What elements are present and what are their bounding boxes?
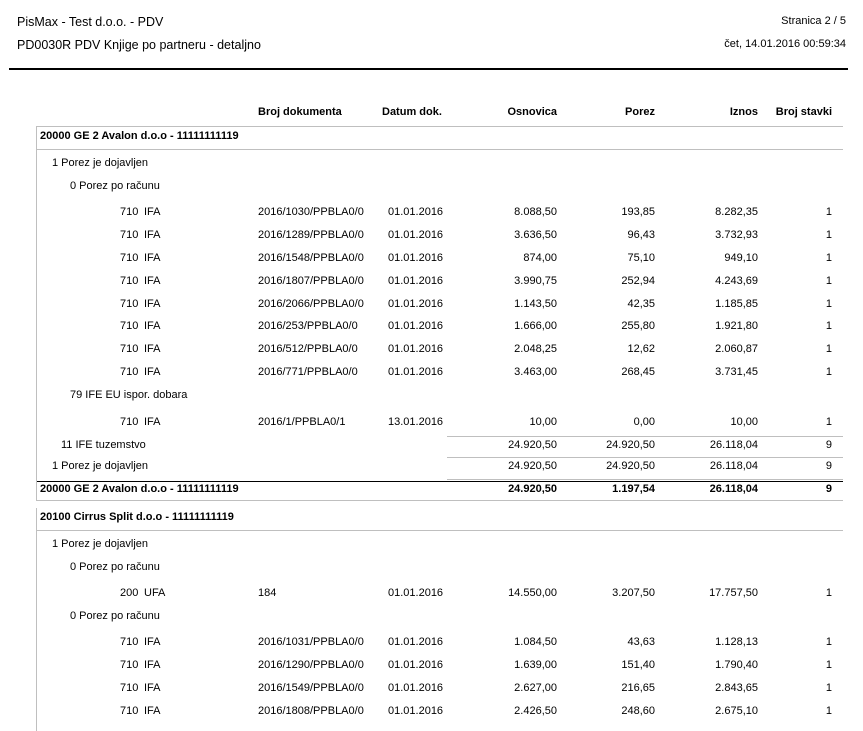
table-row <box>0 659 863 677</box>
base-cell: 14.550,00 <box>508 587 557 599</box>
column-header-base: Osnovica <box>507 106 557 118</box>
document-number: 2016/1030/PPBLA0/0 <box>258 206 364 218</box>
company-name: PisMax - Test d.o.o. - PDV <box>17 15 164 29</box>
group-label: 1 Porez je dojavljen <box>52 538 149 550</box>
base-cell: 1.666,00 <box>514 320 557 332</box>
amount-cell: 1.128,13 <box>715 636 758 648</box>
tax-status-group <box>0 538 863 556</box>
column-header-tax: Porez <box>625 106 655 118</box>
table-row <box>0 416 863 434</box>
base-cell: 3.990,75 <box>514 275 557 287</box>
tax-status-group <box>0 157 863 175</box>
document-code: 710 <box>120 705 139 717</box>
base-cell: 3.636,50 <box>514 229 557 241</box>
base-cell: 1.639,00 <box>514 659 557 671</box>
document-number: 2016/253/PPBLA0/0 <box>258 320 358 332</box>
document-kind: IFA <box>144 206 161 218</box>
subtotal-label: 1 Porez je dojavljen <box>52 460 149 472</box>
partner-total-row <box>0 483 863 501</box>
column-header-date: Datum dok. <box>382 106 442 118</box>
document-kind: IFA <box>144 320 161 332</box>
table-left-border <box>36 508 37 731</box>
partner-heading <box>0 511 863 529</box>
tax-cell: 248,60 <box>621 705 655 717</box>
tax-cell: 255,80 <box>621 320 655 332</box>
document-code: 710 <box>120 659 139 671</box>
document-number: 2016/1549/PPBLA0/0 <box>258 682 364 694</box>
base-cell: 8.088,50 <box>514 206 557 218</box>
tax-cell: 268,45 <box>621 366 655 378</box>
document-date: 01.01.2016 <box>388 659 444 671</box>
document-number: 2016/1808/PPBLA0/0 <box>258 705 364 717</box>
table-left-border <box>36 126 37 500</box>
amount-cell: 2.675,10 <box>715 705 758 717</box>
document-date: 13.01.2016 <box>388 416 444 428</box>
base-cell: 3.463,00 <box>514 366 557 378</box>
subtotal-rule <box>447 436 843 437</box>
document-date: 01.01.2016 <box>388 206 444 218</box>
group-label: 0 Porez po računu <box>70 610 160 622</box>
amount-cell: 1.185,85 <box>715 298 758 310</box>
document-kind: UFA <box>144 587 166 599</box>
count-cell: 1 <box>825 252 832 264</box>
amount-cell: 4.243,69 <box>715 275 758 287</box>
partner-underline <box>36 149 843 150</box>
document-code: 200 <box>120 587 139 599</box>
group-label: 79 IFE EU ispor. dobara <box>70 389 188 401</box>
amount-cell: 8.282,35 <box>715 206 758 218</box>
amount-cell: 26.118,04 <box>709 483 758 495</box>
amount-cell: 3.731,45 <box>715 366 758 378</box>
document-code: 710 <box>120 636 139 648</box>
tax-cell: 12,62 <box>627 343 655 355</box>
tax-cell: 1.197,54 <box>612 483 655 495</box>
base-cell: 24.920,50 <box>508 460 557 472</box>
document-date: 01.01.2016 <box>388 636 444 648</box>
document-code: 710 <box>120 682 139 694</box>
count-cell: 1 <box>825 705 832 717</box>
document-code: 710 <box>120 229 139 241</box>
count-cell: 1 <box>825 366 832 378</box>
count-cell: 1 <box>825 229 832 241</box>
count-cell: 1 <box>825 320 832 332</box>
header-divider <box>9 68 848 70</box>
document-date: 01.01.2016 <box>388 366 444 378</box>
document-date: 01.01.2016 <box>388 252 444 264</box>
document-date: 01.01.2016 <box>388 343 444 355</box>
table-row <box>0 587 863 605</box>
base-cell: 874,00 <box>523 252 557 264</box>
tax-cell: 43,63 <box>627 636 655 648</box>
base-cell: 1.143,50 <box>514 298 557 310</box>
column-header-count: Broj stavki <box>775 106 832 118</box>
document-code: 710 <box>120 206 139 218</box>
document-date: 01.01.2016 <box>388 587 444 599</box>
tax-cell: 24.920,50 <box>606 439 655 451</box>
document-date: 01.01.2016 <box>388 320 444 332</box>
count-cell: 1 <box>825 636 832 648</box>
tax-cell: 252,94 <box>621 275 655 287</box>
table-row <box>0 636 863 654</box>
count-cell: 9 <box>825 483 832 495</box>
amount-cell: 26.118,04 <box>709 439 758 451</box>
document-number: 2016/1289/PPBLA0/0 <box>258 229 364 241</box>
document-kind: IFA <box>144 229 161 241</box>
table-row <box>0 682 863 700</box>
partner-heading <box>0 130 863 148</box>
document-kind: IFA <box>144 275 161 287</box>
tax-cell: 0,00 <box>633 416 655 428</box>
group-label: 0 Porez po računu <box>70 561 160 573</box>
document-number: 2016/1290/PPBLA0/0 <box>258 659 364 671</box>
document-kind: IFA <box>144 636 161 648</box>
document-code: 710 <box>120 275 139 287</box>
count-cell: 1 <box>825 343 832 355</box>
document-kind: IFA <box>144 298 161 310</box>
column-header-amount: Iznos <box>729 106 758 118</box>
amount-cell: 3.732,93 <box>715 229 758 241</box>
count-cell: 1 <box>825 587 832 599</box>
table-row <box>0 705 863 723</box>
document-number: 2016/2066/PPBLA0/0 <box>258 298 364 310</box>
subtotal-label: 11 IFE tuzemstvo <box>61 439 146 451</box>
table-row <box>0 366 863 384</box>
document-code: 710 <box>120 298 139 310</box>
document-code: 710 <box>120 320 139 332</box>
amount-cell: 1.790,40 <box>715 659 758 671</box>
document-kind: IFA <box>144 416 161 428</box>
tax-type-group <box>0 561 863 579</box>
table-row <box>0 229 863 247</box>
document-kind: IFA <box>144 659 161 671</box>
table-row <box>0 252 863 270</box>
document-kind: IFA <box>144 705 161 717</box>
amount-cell: 2.843,65 <box>715 682 758 694</box>
document-number: 2016/1548/PPBLA0/0 <box>258 252 364 264</box>
count-cell: 1 <box>825 298 832 310</box>
document-number: 2016/1/PPBLA0/1 <box>258 416 346 428</box>
document-date: 01.01.2016 <box>388 275 444 287</box>
table-row <box>0 275 863 293</box>
count-cell: 9 <box>825 439 832 451</box>
subtotal-row <box>0 439 863 457</box>
column-header-row <box>0 106 863 124</box>
amount-cell: 2.060,87 <box>715 343 758 355</box>
base-cell: 24.920,50 <box>508 439 557 451</box>
tax-cell: 3.207,50 <box>612 587 655 599</box>
document-kind: IFA <box>144 682 161 694</box>
print-timestamp: čet, 14.01.2016 00:59:34 <box>724 38 846 50</box>
count-cell: 9 <box>825 460 832 472</box>
document-date: 01.01.2016 <box>388 298 444 310</box>
tax-type-group <box>0 389 863 407</box>
subtotal-rule <box>447 479 843 480</box>
table-row <box>0 320 863 338</box>
base-cell: 2.627,00 <box>514 682 557 694</box>
tax-cell: 151,40 <box>621 659 655 671</box>
report-title: PD0030R PDV Knjige po partneru - detaljno <box>17 38 261 52</box>
document-code: 710 <box>120 416 139 428</box>
document-code: 710 <box>120 343 139 355</box>
document-date: 01.01.2016 <box>388 705 444 717</box>
document-number: 2016/1807/PPBLA0/0 <box>258 275 364 287</box>
document-date: 01.01.2016 <box>388 229 444 241</box>
tax-cell: 216,65 <box>621 682 655 694</box>
document-number: 2016/771/PPBLA0/0 <box>258 366 358 378</box>
document-kind: IFA <box>144 252 161 264</box>
subtotal-row <box>0 460 863 478</box>
document-number: 184 <box>258 587 277 599</box>
base-cell: 2.426,50 <box>514 705 557 717</box>
table-row <box>0 298 863 316</box>
partner-label: 20000 GE 2 Avalon d.o.o - 11111111119 <box>40 130 239 142</box>
tax-type-group <box>0 180 863 198</box>
header-underline <box>36 126 843 127</box>
document-kind: IFA <box>144 343 161 355</box>
group-label: 0 Porez po računu <box>70 180 160 192</box>
tax-type-group <box>0 610 863 628</box>
document-number: 2016/1031/PPBLA0/0 <box>258 636 364 648</box>
tax-cell: 24.920,50 <box>606 460 655 472</box>
page-number: Stranica 2 / 5 <box>781 15 846 27</box>
document-date: 01.01.2016 <box>388 682 444 694</box>
tax-cell: 96,43 <box>627 229 655 241</box>
document-number: 2016/512/PPBLA0/0 <box>258 343 358 355</box>
base-cell: 10,00 <box>529 416 557 428</box>
tax-cell: 193,85 <box>621 206 655 218</box>
amount-cell: 10,00 <box>730 416 758 428</box>
base-cell: 24.920,50 <box>508 483 557 495</box>
count-cell: 1 <box>825 206 832 218</box>
document-code: 710 <box>120 366 139 378</box>
document-kind: IFA <box>144 366 161 378</box>
amount-cell: 17.757,50 <box>709 587 758 599</box>
column-header-doc: Broj dokumenta <box>258 106 342 118</box>
tax-cell: 42,35 <box>627 298 655 310</box>
total-top-rule <box>36 481 843 482</box>
group-label: 1 Porez je dojavljen <box>52 157 149 169</box>
count-cell: 1 <box>825 682 832 694</box>
document-code: 710 <box>120 252 139 264</box>
partner-underline <box>36 530 843 531</box>
base-cell: 2.048,25 <box>514 343 557 355</box>
count-cell: 1 <box>825 416 832 428</box>
count-cell: 1 <box>825 275 832 287</box>
subtotal-rule <box>447 457 843 458</box>
count-cell: 1 <box>825 659 832 671</box>
table-row <box>0 343 863 361</box>
table-row <box>0 206 863 224</box>
partner-label: 20100 Cirrus Split d.o.o - 11111111119 <box>40 511 234 523</box>
amount-cell: 949,10 <box>724 252 758 264</box>
tax-cell: 75,10 <box>627 252 655 264</box>
total-bottom-rule <box>36 500 843 501</box>
amount-cell: 1.921,80 <box>715 320 758 332</box>
amount-cell: 26.118,04 <box>709 460 758 472</box>
base-cell: 1.084,50 <box>514 636 557 648</box>
total-label: 20000 GE 2 Avalon d.o.o - 11111111119 <box>40 483 239 495</box>
